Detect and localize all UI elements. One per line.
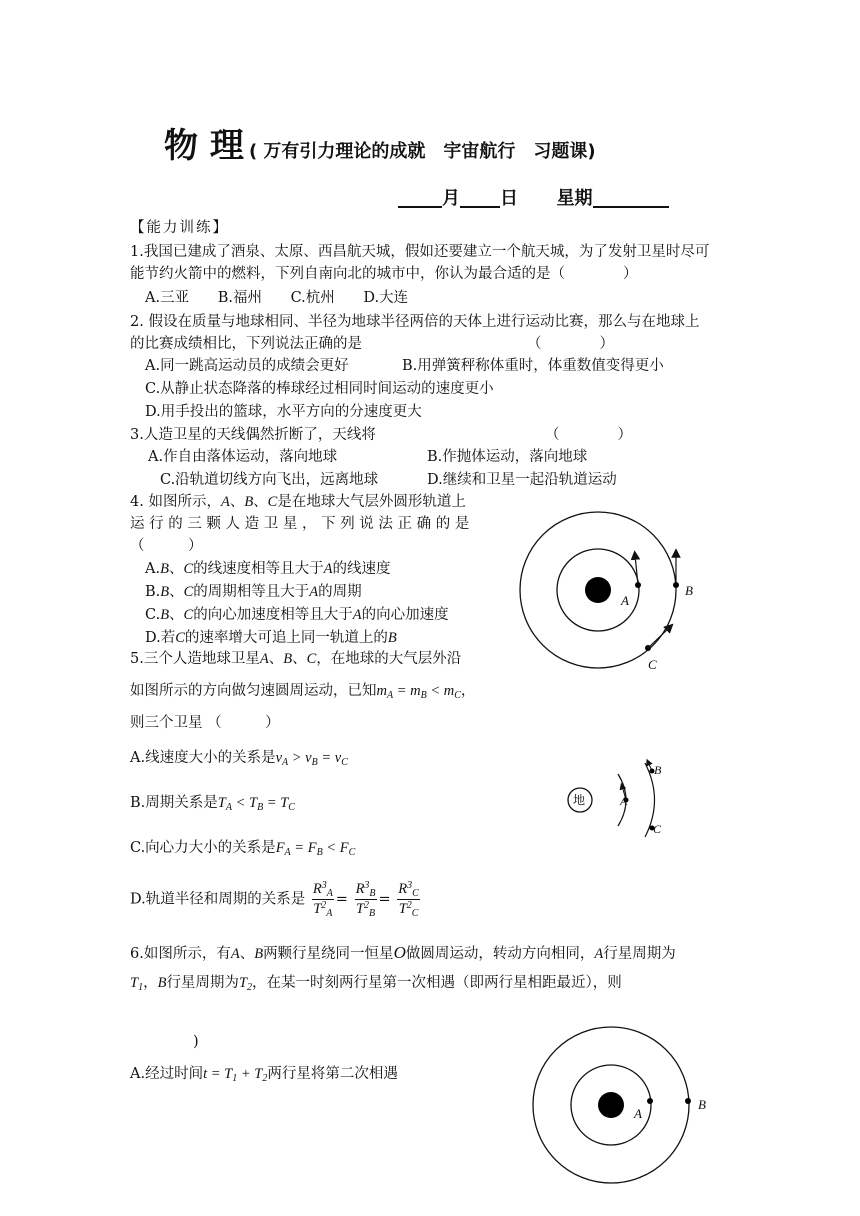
q1-option-d: D.大连	[363, 290, 409, 306]
q5-mass-relation: $m_A = m_B < m_C$	[376, 683, 461, 701]
day-blank	[460, 188, 500, 208]
q1-option-c: C.杭州	[290, 290, 335, 306]
q2-line1: 2. 假设在质量与地球相同、半径为地球半径两倍的天体上进行运动比赛，那么与在地球上	[130, 314, 700, 330]
q6-planet-a	[647, 1098, 653, 1104]
q6-planet-b	[685, 1098, 691, 1104]
q5-option-b: B.周期关系是$T_A < T_B = T_C$	[130, 795, 295, 813]
q3-option-d: D.继续和卫星一起沿轨道运动	[427, 472, 617, 488]
q3-option-c: C.沿轨道切线方向飞出，远离地球	[160, 472, 379, 488]
q3-option-a: A.作自由落体运动，落向地球	[148, 449, 338, 465]
q1-line2: 能节约火箭中的燃料，下列自南向北的城市中，你认为最合适的是（ ）	[130, 266, 638, 282]
q2-option-b: B.用弹簧秤称体重时，体重数值变得更小	[402, 358, 664, 374]
q4-option-d: D.若C的速率增大可追上同一轨道上的B	[145, 630, 397, 646]
title-main: 物 理	[164, 126, 244, 166]
q5-option-c: C.向心力大小的关系是$F_A = F_B < F_C$	[130, 840, 356, 858]
q4-line1: 4. 如图所示，A、B、C是在地球大气层外圆形轨道上	[130, 494, 466, 510]
q5-label-b: B	[654, 763, 662, 777]
q3-option-b: B.作抛体运动，落向地球	[427, 449, 588, 465]
q6-line2: $T_1$，B行星周期为$T_2$，在某一时刻两行星第一次相遇（即两行星相距最近），则	[130, 975, 622, 993]
q1-option-a: A.三亚	[145, 290, 190, 306]
q5-line3: 则三个卫星 （ ）	[130, 715, 280, 731]
page-title	[164, 118, 596, 167]
title-sub: ( 万有引力理论的成就 宇宙航行 习题课)	[248, 141, 596, 162]
q2-option-a: A.同一跳高运动员的成绩会更好	[145, 358, 349, 374]
weekday-blank	[593, 188, 669, 208]
q4-earth	[585, 577, 611, 603]
q6-star	[598, 1092, 624, 1118]
q1-line1: 1.我国已建成了酒泉、太原、西昌航天城，假如还要建立一个航天城，为了发射卫星时尽可	[130, 244, 710, 260]
q5-line2: 如图所示的方向做匀速圆周运动，已知$m_A = m_B < m_C$，	[130, 683, 476, 701]
month-blank	[398, 188, 442, 208]
q3-line1: 3.人造卫星的天线偶然折断了，天线将	[130, 427, 376, 443]
q4-label-a: A	[621, 593, 629, 608]
date-line	[398, 184, 669, 210]
q6-line3: )	[193, 1034, 199, 1050]
q4-option-b: B.B、C的周期相等且大于A的周期	[145, 584, 362, 600]
q6-label-b: B	[698, 1097, 706, 1112]
q5-label-c: C	[653, 822, 662, 836]
q1-option-b: B.福州	[217, 290, 262, 306]
section-header: 【能力训练】	[130, 220, 229, 236]
q4-line2: 运 行 的 三 颗 人 造 卫 星 ， 下 列 说 法 正 确 的 是	[130, 516, 470, 532]
q4-option-a: A.B、C的线速度相等且大于A的线速度	[145, 561, 391, 577]
q6-label-a: A	[634, 1106, 642, 1121]
q2-option-c: C.从静止状态降落的棒球经过相同时间运动的速度更小	[145, 381, 494, 397]
day-label: 日	[500, 188, 518, 209]
weekday-label: 星期	[556, 188, 593, 209]
q3-paren: （ ）	[545, 427, 632, 443]
q5-line1: 5.三个人造地球卫星A、B、C，在地球的大气层外沿	[130, 651, 462, 667]
q5-earth-label: 地	[573, 793, 586, 807]
q2-line2: 的比赛成绩相比，下列说法正确的是	[130, 336, 362, 352]
q4-label-b: B	[685, 583, 693, 598]
q4-orbit-diagram	[515, 505, 695, 685]
q4-option-c: C.B、C的向心加速度相等且大于A的向心加速度	[145, 607, 449, 623]
q2-paren: （ ）	[527, 336, 614, 352]
q5-label-a: A	[620, 794, 628, 808]
q4-line3: （ ）	[130, 538, 203, 554]
q5-option-a: A.线速度大小的关系是$v_A > v_B = v_C$	[130, 750, 348, 768]
q4-label-c: C	[648, 657, 657, 672]
month-label: 月	[442, 188, 460, 209]
q6-orbit-diagram	[527, 1020, 697, 1188]
q6-line1: 6.如图所示，有A、B两颗行星绕同一恒星O做圆周运动，转动方向相同，A行星周期为	[130, 943, 676, 962]
q6-option-a: A.经过时间$t = T_1 + T_2$两行星将第二次相遇	[130, 1066, 398, 1084]
q1-options	[145, 290, 408, 307]
q2-option-d: D.用手投出的篮球，水平方向的分速度更大	[145, 404, 422, 420]
q5-option-d: D.轨道半径和周期的关系是 $\frac{R^3_A}{T^2_A}$ = $\frac{R^3_B}{T^2_B}$ = $\frac{R^3_C}{T^2_C}$	[130, 880, 419, 919]
